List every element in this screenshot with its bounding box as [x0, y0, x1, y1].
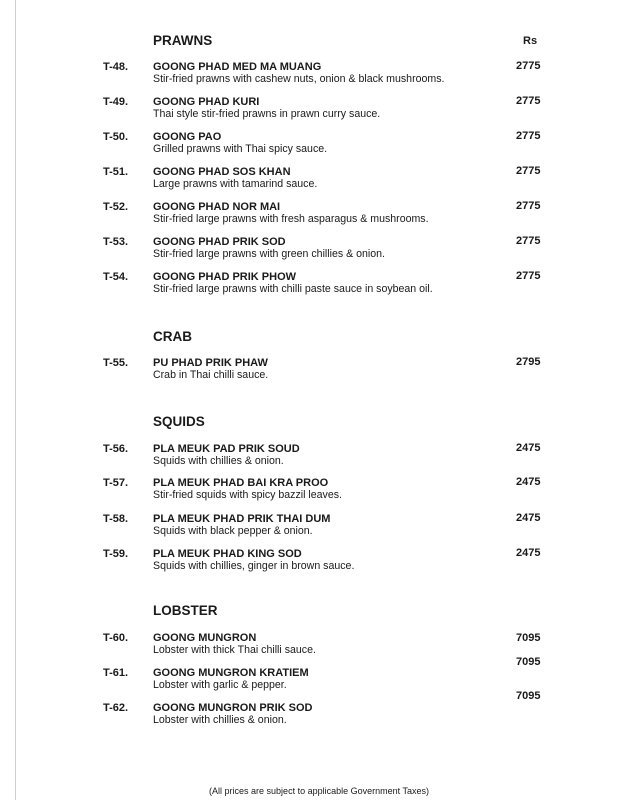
item-description: Stir-fried squids with spicy bazzil leaves.: [153, 489, 342, 501]
section-title-squids: SQUIDS: [153, 414, 205, 429]
item-code: T-55.: [103, 357, 129, 369]
item-price: 2475: [516, 512, 541, 524]
item-description: Stir-fried large prawns with green chillies & onion.: [153, 248, 385, 260]
item-description: Squids with chillies, ginger in brown sauce.: [153, 560, 355, 572]
section-title-prawns: PRAWNS: [153, 33, 213, 48]
tax-disclaimer: (All prices are subject to applicable Government Taxes): [209, 786, 429, 796]
item-description: Large prawns with tamarind sauce.: [153, 178, 318, 190]
item-price: 2775: [516, 200, 541, 212]
item-description: Squids with chillies & onion.: [153, 455, 284, 467]
item-code: T-60.: [103, 632, 129, 644]
item-name: GOONG PHAD KURI: [153, 96, 260, 108]
item-name: PLA MEUK PHAD KING SOD: [153, 548, 302, 560]
item-code: T-51.: [103, 166, 129, 178]
item-code: T-54.: [103, 271, 129, 283]
item-price: 7095: [516, 632, 541, 644]
item-price: 2775: [516, 95, 541, 107]
item-price: 2775: [516, 60, 541, 72]
item-name: GOONG MUNGRON: [153, 632, 257, 644]
item-name: PLA MEUK PAD PRIK SOUD: [153, 443, 300, 455]
item-price: 2775: [516, 130, 541, 142]
item-code: T-58.: [103, 513, 129, 525]
item-code: T-59.: [103, 548, 129, 560]
item-price: 2475: [516, 442, 541, 454]
item-name: GOONG MUNGRON PRIK SOD: [153, 702, 313, 714]
item-name: GOONG PHAD SOS KHAN: [153, 166, 291, 178]
item-name: PLA MEUK PHAD PRIK THAI DUM: [153, 513, 331, 525]
item-code: T-52.: [103, 201, 129, 213]
item-description: Thai style stir-fried prawns in prawn curry sauce.: [153, 108, 381, 120]
item-name: GOONG PHAD PRIK SOD: [153, 236, 286, 248]
item-code: T-61.: [103, 667, 129, 679]
item-code: T-62.: [103, 702, 129, 714]
item-price: 2775: [516, 270, 541, 282]
item-name: GOONG PHAD MED MA MUANG: [153, 61, 322, 73]
item-description: Crab in Thai chilli sauce.: [153, 369, 269, 381]
item-description: Lobster with chillies & onion.: [153, 714, 287, 726]
item-description: Lobster with garlic & pepper.: [153, 679, 287, 691]
item-name: GOONG MUNGRON KRATIEM: [153, 667, 309, 679]
section-title-crab: CRAB: [153, 329, 192, 344]
item-code: T-48.: [103, 61, 129, 73]
item-price: 2775: [516, 165, 541, 177]
item-price: 7095: [516, 690, 541, 702]
item-code: T-53.: [103, 236, 129, 248]
item-code: T-49.: [103, 96, 129, 108]
item-price: 2775: [516, 235, 541, 247]
item-description: Grilled prawns with Thai spicy sauce.: [153, 143, 328, 155]
item-name: GOONG PHAD PRIK PHOW: [153, 271, 297, 283]
item-name: GOONG PAO: [153, 131, 222, 143]
item-description: Stir-fried large prawns with chilli paste sauce in soybean oil.: [153, 283, 433, 295]
price-column-header: Rs: [523, 35, 538, 47]
page-left-border: [15, 0, 16, 800]
section-title-lobster: LOBSTER: [153, 603, 218, 618]
item-price: 2795: [516, 356, 541, 368]
item-description: Lobster with thick Thai chilli sauce.: [153, 644, 316, 656]
item-name: PLA MEUK PHAD BAI KRA PROO: [153, 477, 329, 489]
item-code: T-56.: [103, 443, 129, 455]
item-code: T-50.: [103, 131, 129, 143]
item-name: GOONG PHAD NOR MAI: [153, 201, 281, 213]
item-description: Squids with black pepper & onion.: [153, 525, 313, 537]
item-name: PU PHAD PRIK PHAW: [153, 357, 268, 369]
item-price: 7095: [516, 656, 541, 668]
item-price: 2475: [516, 547, 541, 559]
item-description: Stir-fried prawns with cashew nuts, onion & black mushrooms.: [153, 73, 445, 85]
item-description: Stir-fried large prawns with fresh asparagus & mushrooms.: [153, 213, 429, 225]
item-price: 2475: [516, 476, 541, 488]
item-code: T-57.: [103, 477, 129, 489]
